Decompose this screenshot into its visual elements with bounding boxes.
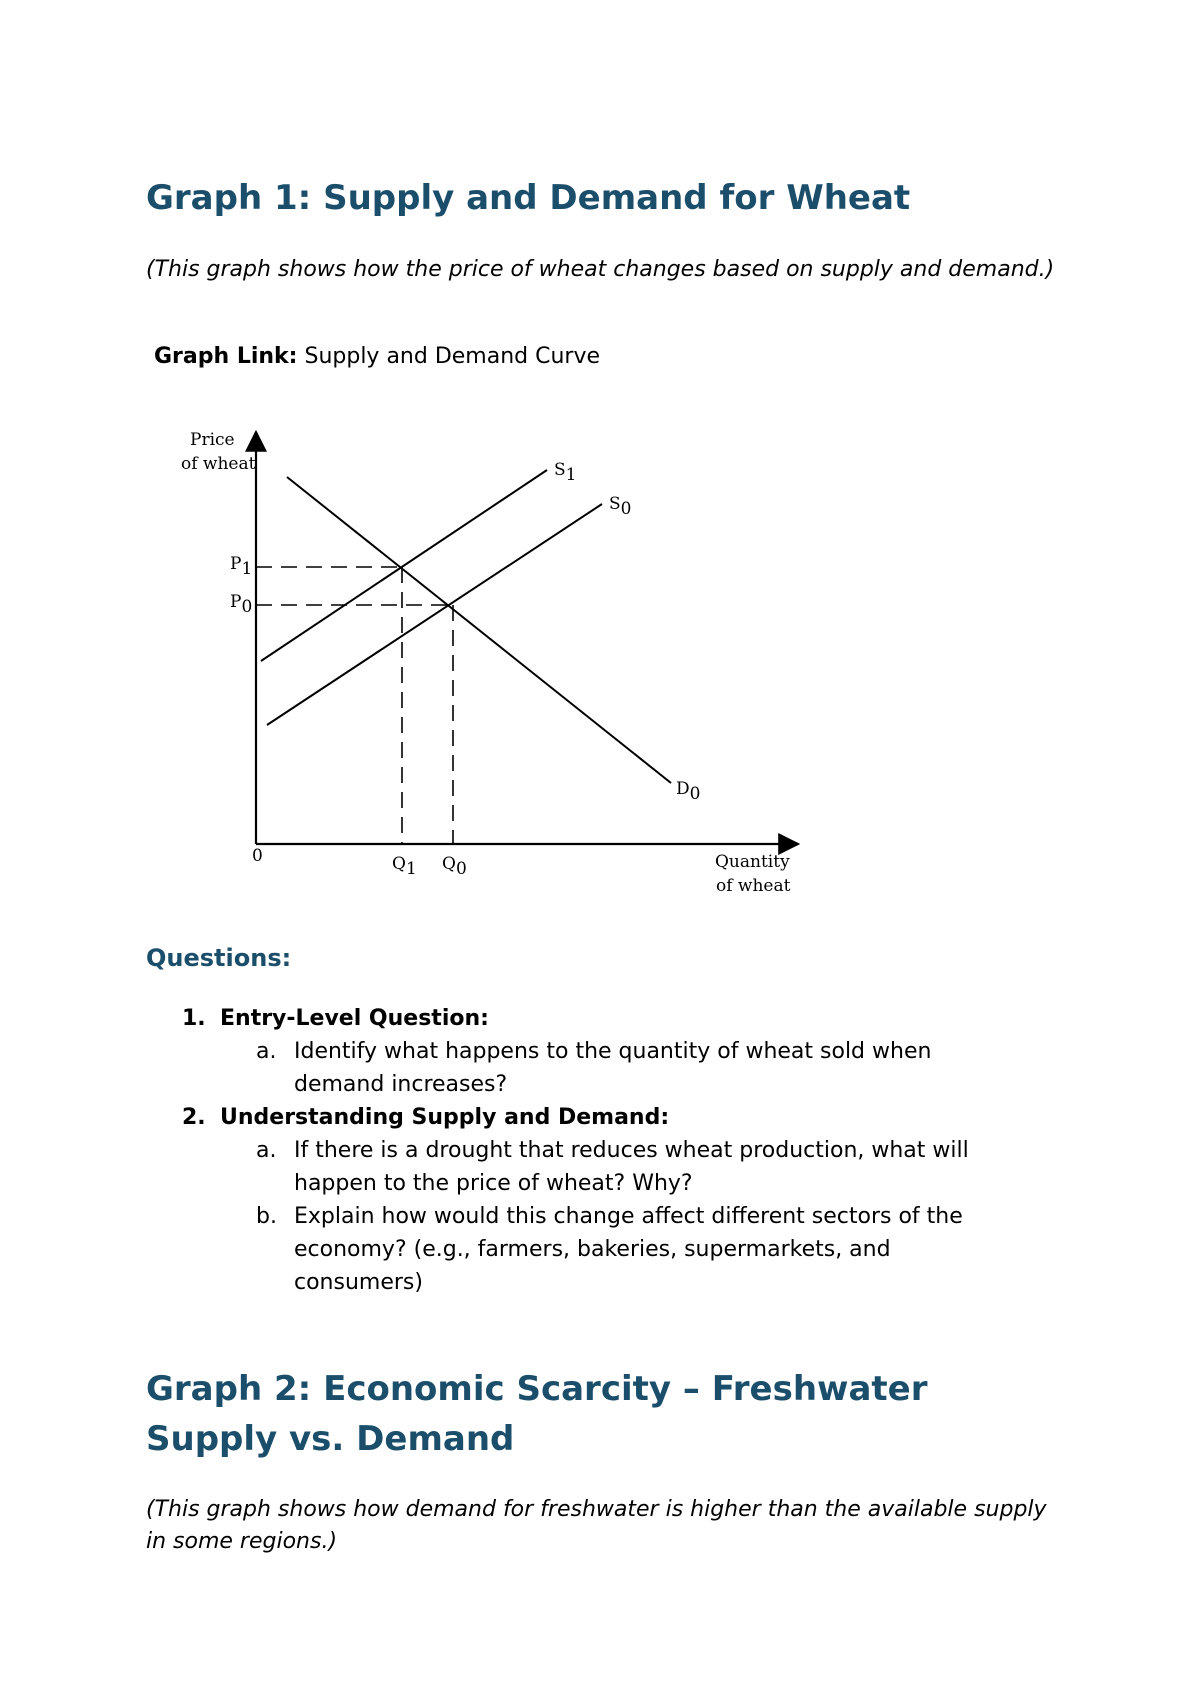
x-axis-label-line2: of wheat [716, 876, 791, 896]
y-tick-p1 [230, 554, 252, 579]
curve-label-s1-main: S [554, 460, 566, 480]
x-tick-q1-sub: 1 [405, 859, 417, 879]
x-tick-q0-main: Q [442, 854, 456, 874]
curve-label-s1 [554, 460, 576, 485]
sub-question-text: If there is a drought that reduces wheat production, what will happen to the price of wheat? Why? [294, 1138, 969, 1196]
curve-label-d0-sub: 0 [689, 784, 701, 804]
x-tick-q0-sub: 0 [455, 859, 467, 879]
demand-curve-d0 [287, 477, 671, 783]
sub-question-list [220, 1035, 1086, 1101]
sub-question-text: Explain how would this change affect different sectors of the economy? (e.g., farmers, bakeries, supermarkets, and consumers) [294, 1204, 963, 1295]
curve-label-d0-main: D [676, 779, 690, 799]
graph1-description: (This graph shows how the price of wheat changes based on supply and demand.) [146, 257, 1055, 282]
y-axis-label-line1: Price [190, 430, 235, 450]
curve-label-s1-sub: 1 [565, 465, 577, 485]
questions-heading: Questions: [146, 944, 292, 972]
y-tick-p0-sub: 0 [241, 597, 253, 617]
y-tick-p0-main: P [230, 592, 242, 612]
y-tick-p1-main: P [230, 554, 242, 574]
x-tick-q0 [442, 854, 467, 879]
question-number: 2. [182, 1105, 206, 1130]
graph-link-text[interactable]: Supply and Demand Curve [297, 344, 601, 369]
curve-label-s0-main: S [609, 494, 621, 514]
sub-question [220, 1035, 1014, 1101]
sub-question [220, 1200, 1014, 1299]
questions-list [146, 1002, 1086, 1299]
question-item [146, 1101, 1086, 1299]
curve-label-s0 [609, 494, 631, 519]
curve-label-s0-sub: 0 [620, 499, 632, 519]
supply-curve-s1 [261, 470, 547, 661]
graph-link-line [154, 341, 600, 373]
curve-label-d0 [676, 779, 700, 804]
x-axis-label-line1: Quantity [715, 852, 790, 872]
x-tick-q1 [392, 854, 417, 879]
graph-link-label: Graph Link: [154, 344, 298, 369]
sub-question-letter: a. [256, 1138, 277, 1163]
sub-question [220, 1134, 1014, 1200]
graph1-title: Graph 1: Supply and Demand for Wheat [146, 178, 911, 218]
graph2-title-line2: Supply vs. Demand [146, 1419, 515, 1459]
origin-label: 0 [252, 846, 263, 866]
sub-question-text: Identify what happens to the quantity of wheat sold when demand increases? [294, 1039, 932, 1097]
graph2-title-line1: Graph 2: Economic Scarcity – Freshwater [146, 1369, 928, 1409]
sub-question-list [220, 1134, 1086, 1299]
question-number: 1. [182, 1006, 206, 1031]
y-tick-p1-sub: 1 [241, 559, 253, 579]
question-title: Understanding Supply and Demand: [220, 1105, 670, 1130]
question-item [146, 1002, 1086, 1101]
sub-question-letter: b. [256, 1204, 277, 1229]
x-tick-q1-main: Q [392, 854, 406, 874]
graph2-description: (This graph shows how demand for freshwater is higher than the available supply in some regions.) [146, 1497, 1047, 1554]
supply-curve-s0 [267, 504, 602, 725]
question-title: Entry-Level Question: [220, 1006, 489, 1031]
sub-question-letter: a. [256, 1039, 277, 1064]
supply-demand-chart [170, 420, 810, 910]
y-tick-p0 [230, 592, 252, 617]
y-axis-label-line2: of wheat [181, 454, 256, 474]
